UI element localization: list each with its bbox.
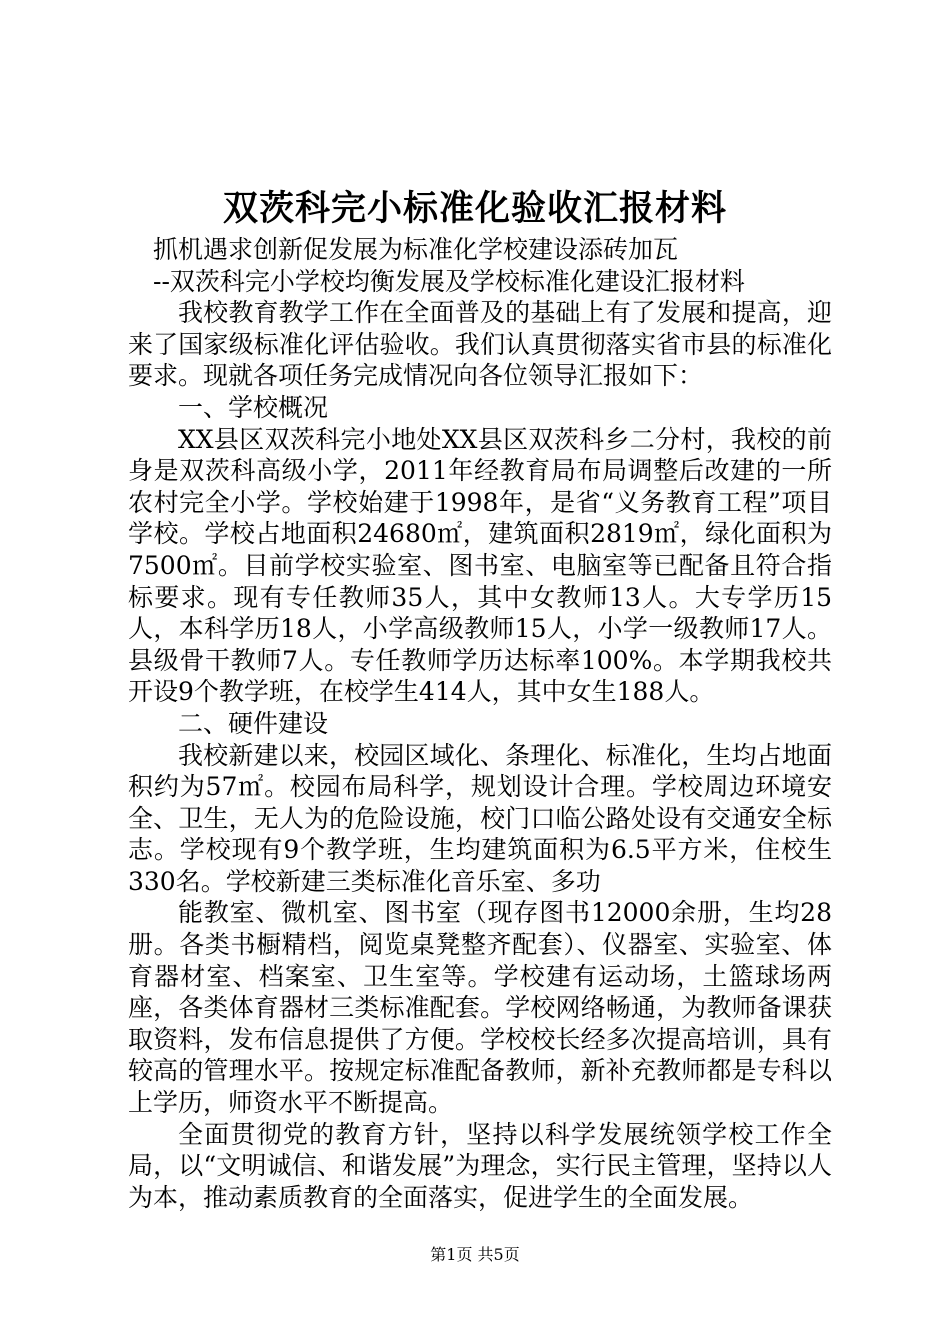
page-footer: 第1页 共5页	[430, 1245, 520, 1264]
main-slogan: 抓机遇求创新促发展为标准化学校建设添砖加瓦	[153, 235, 679, 264]
document-title: 双茨科完小标准化验收汇报材料	[222, 188, 727, 229]
document-body	[128, 234, 832, 1213]
section-heading-hardware: 二、硬件建设	[178, 708, 329, 738]
hardware-paragraph-2: 能教室、微机室、图书室（现存图书12000余册，生均28册。各类书橱精档，阅览桌凳整齐配套）、仪器室、实验室、体育器材室、档案室、卫生室等。学校建有运动场，土篮球场两座，各类体育器材三类标准配套。学校网络畅通，为教师备课获取资料，发布信息提供了方便。学校校长经多次提高培训，具有较高的管理水平。按规定标准配备教师，新补充教师都是专科以上学历，师资水平不断提高。	[128, 898, 832, 1118]
section-heading-overview: 一、学校概况	[178, 392, 329, 422]
subtitle: --双茨科完小学校均衡发展及学校标准化建设汇报材料	[153, 266, 745, 296]
overview-paragraph: XX县区双茨科完小地处XX县区双茨科乡二分村，我校的前身是双茨科高级小学，2011年经教育局布局调整后改建的一所农村完全小学。学校始建于1998年，是省“义务教育工程”项目学校。学校占地面积24680㎡，建筑面积2819㎡，绿化面积为7500㎡。目前学校实验室、图书室、电脑室等已配备且符合指标要求。现有专任教师35人，其中女教师13人。大专学历15人，本科学历18人，小学高级教师15人，小学一级教师17人。县级骨干教师7人。专任教师学历达标率100%。本学期我校共开设9个教学班，在校学生414人，其中女生188人。	[128, 424, 832, 707]
hardware-paragraph-1: 我校新建以来，校园区域化、条理化、标准化，生均占地面积约为57㎡。校园布局科学，规划设计合理。学校周边环境安全、卫生，无人为的危险设施，校门口临公路处设有交通安全标志。学校现有9个教学班，生均建筑面积为6.5平方米，住校生330名。学校新建三类标准化音乐室、多功	[128, 740, 832, 896]
intro-paragraph: 我校教育教学工作在全面普及的基础上有了发展和提高，迎来了国家级标准化评估验收。我们认真贯彻落实省市县的标准化要求。现就各项任务完成情况向各位领导汇报如下：	[128, 298, 832, 391]
policy-paragraph: 全面贯彻党的教育方针，坚持以科学发展统领学校工作全局，以“文明诚信、和谐发展”为理念，实行民主管理，坚持以人为本，推动素质教育的全面落实，促进学生的全面发展。	[128, 1119, 832, 1212]
